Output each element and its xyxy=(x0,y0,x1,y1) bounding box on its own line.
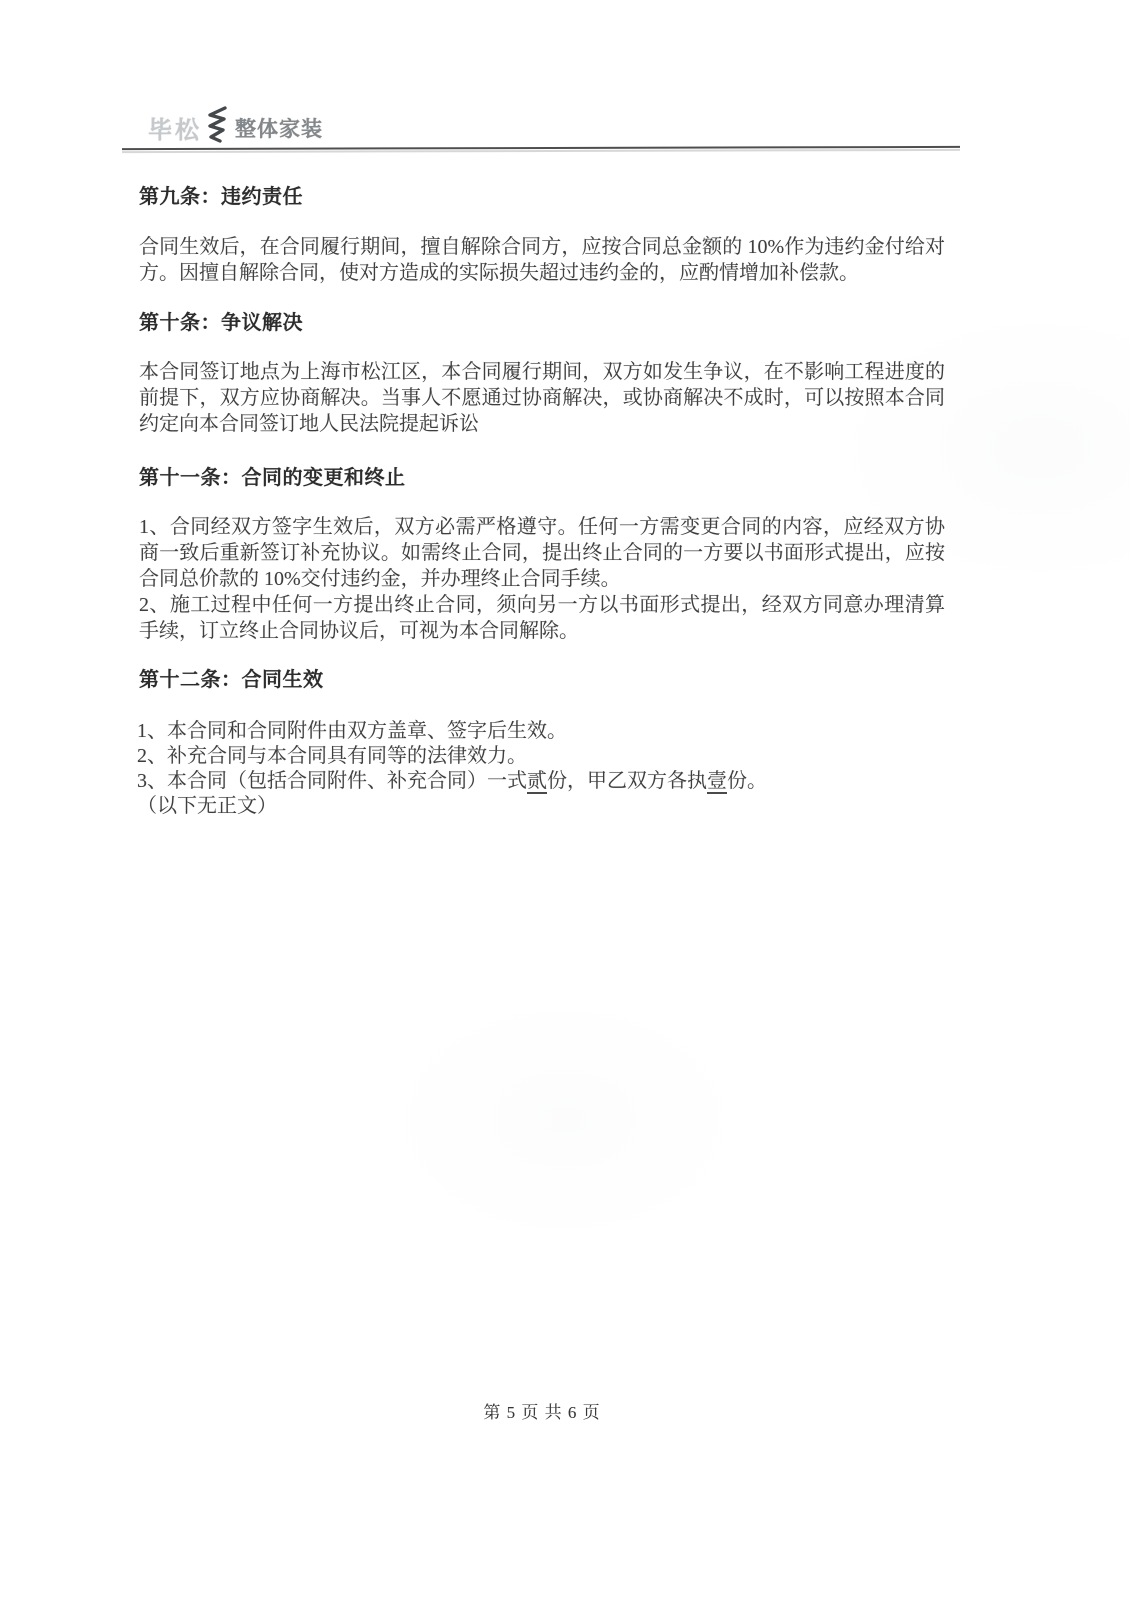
each-count-underlined: 壹 xyxy=(707,770,727,792)
closing-note: （以下无正文） xyxy=(137,795,277,817)
effect-clause-3-pre: 3、本合同（包括合同附件、补充合同）一式 xyxy=(137,770,527,792)
effect-clause-2: 2、补充合同与本合同具有同等的法律效力。 xyxy=(137,745,527,767)
article-11-heading: 第十一条：合同的变更和终止 xyxy=(139,467,406,489)
article-10-paragraph: 本合同签订地点为上海市松江区，本合同履行期间，双方如发生争议，在不影响工程进度的前提下，双方应协商解决。当事人不愿通过协商解决，或协商解决不成时，可以按照本合同约定向本合同签订地人民法院提起诉讼 xyxy=(139,361,945,435)
effect-clause-1: 1、本合同和合同附件由双方盖章、签字后生效。 xyxy=(137,720,567,742)
article-11-paragraph-1: 1、合同经双方签字生效后，双方必需严格遵守。任何一方需变更合同的内容，应经双方协商一致后重新签订补充协议。如需终止合同，提出终止合同的一方要以书面形式提出，应按合同总价款的 10%交付违约金，并办理终止合同手续。 xyxy=(139,516,945,590)
page-number-footer: 第 5 页 共 6 页 xyxy=(483,1403,601,1422)
effect-clause-3 xyxy=(137,769,947,794)
copies-count-underlined: 贰 xyxy=(527,770,547,792)
effect-clause-3-mid: 份，甲乙双方各执 xyxy=(547,770,707,792)
article-10-heading: 第十条：争议解决 xyxy=(139,312,303,334)
brand-name-light: 毕松 xyxy=(148,117,202,144)
article-9-heading: 第九条：违约责任 xyxy=(139,186,303,208)
article-9-paragraph: 合同生效后，在合同履行期间，擅自解除合同方，应按合同总金额的 10%作为违约金付给对方。因擅自解除合同，使对方造成的实际损失超过违约金的，应酌情增加补偿款。 xyxy=(139,236,945,284)
zigzag-stroke-icon xyxy=(206,106,229,149)
article-12-heading: 第十二条：合同生效 xyxy=(139,669,324,691)
company-logo xyxy=(148,106,323,149)
brand-name-suffix: 整体家装 xyxy=(235,117,323,141)
article-11-paragraph-2: 2、施工过程中任何一方提出终止合同，须向另一方以书面形式提出，经双方同意办理清算手续，订立终止合同协议后，可视为本合同解除。 xyxy=(139,594,945,642)
article-12-clauses xyxy=(137,719,947,819)
effect-clause-3-post: 份。 xyxy=(727,770,767,792)
